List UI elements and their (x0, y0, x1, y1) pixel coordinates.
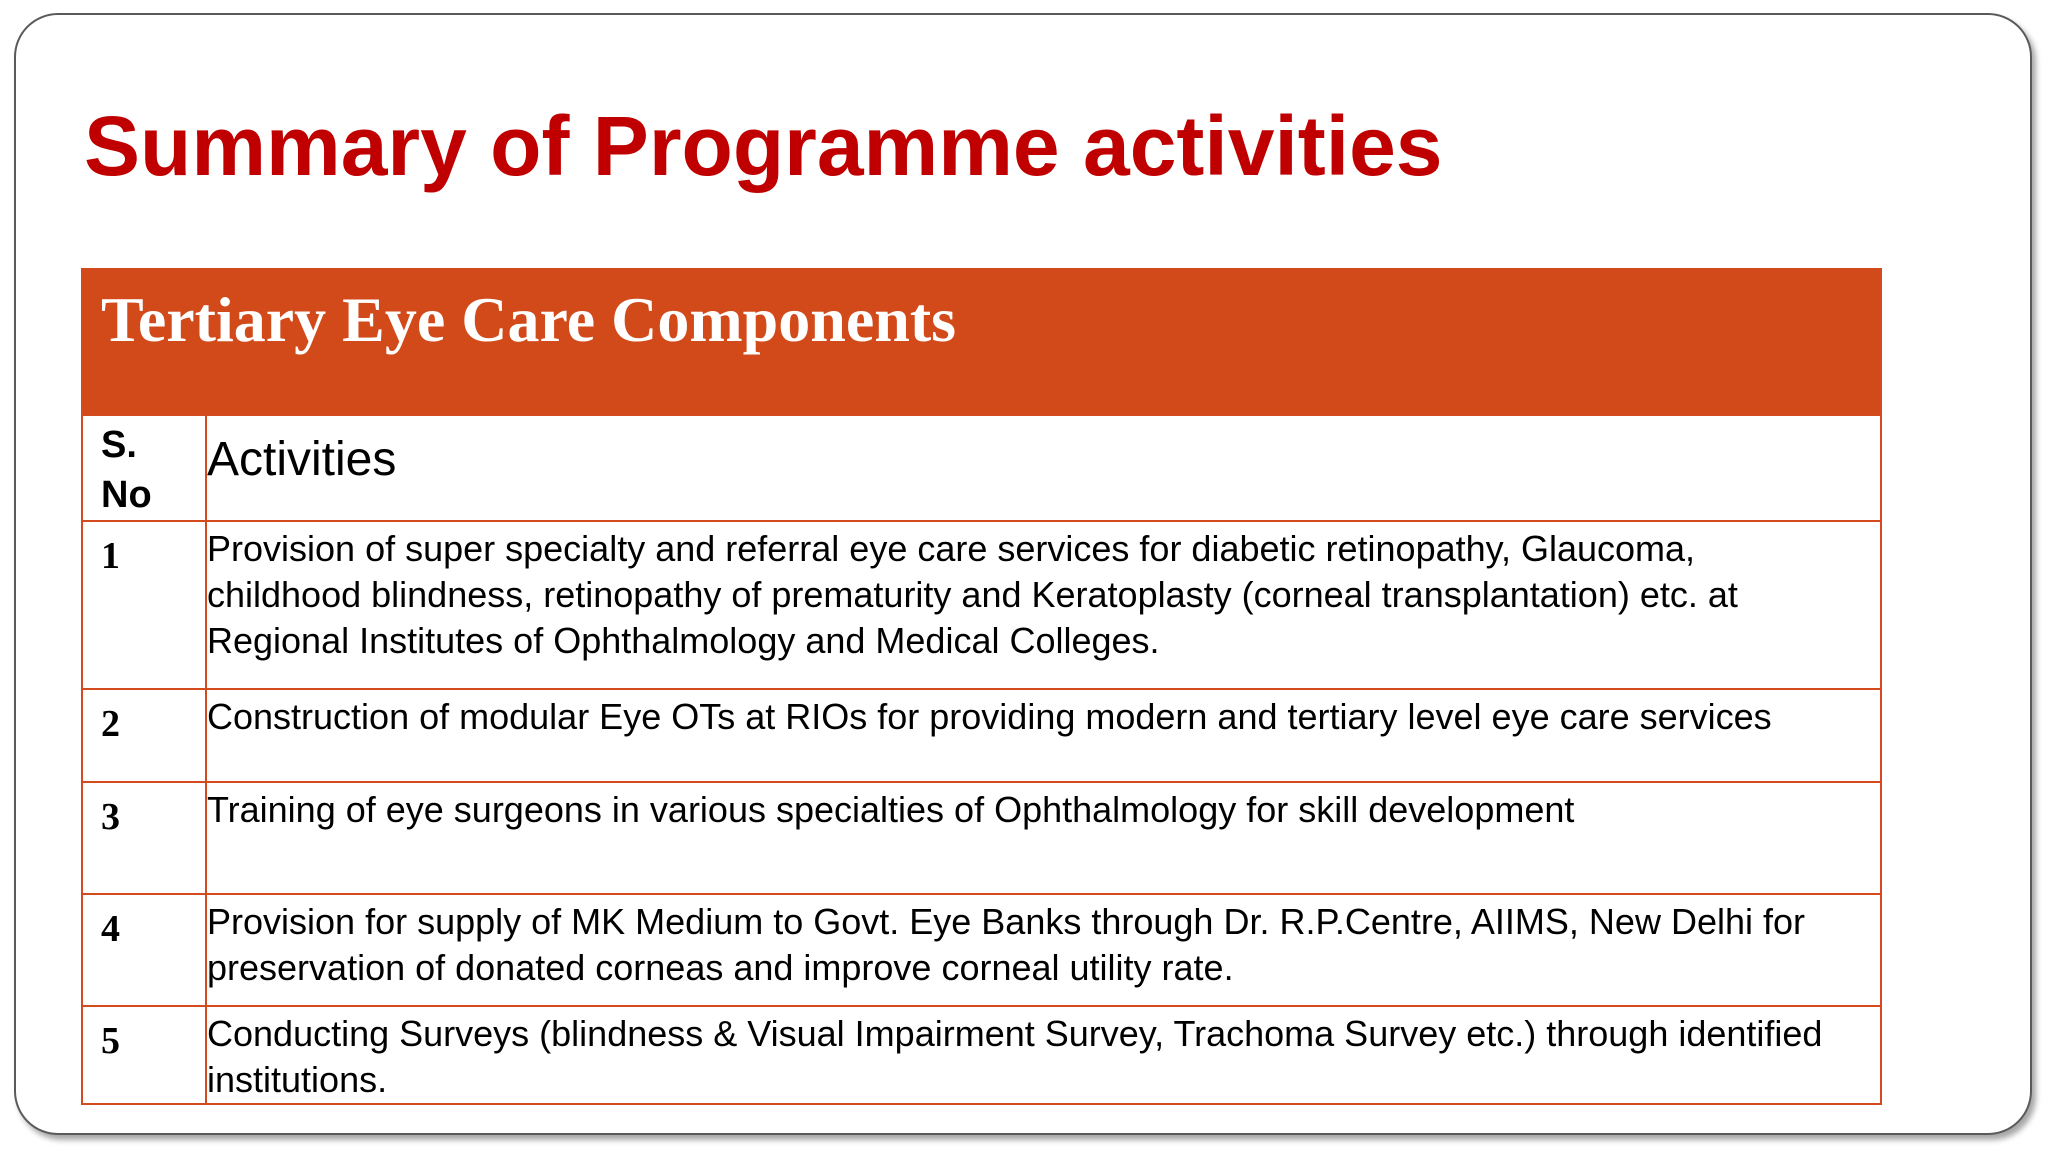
table-row (82, 521, 1881, 689)
row-sno: 5 (82, 1006, 206, 1104)
row-sno: 3 (82, 782, 206, 894)
table-banner-row (82, 269, 1881, 415)
table-row (82, 782, 1881, 894)
row-sno: 1 (82, 521, 206, 689)
components-table-container (81, 268, 1882, 1105)
sno-header-line1: S. (101, 424, 137, 466)
table-row (82, 1006, 1881, 1104)
table-row (82, 894, 1881, 1006)
row-sno: 2 (82, 689, 206, 782)
table-banner (82, 269, 1881, 415)
components-table (81, 268, 1882, 1105)
row-activity: Construction of modular Eye OTs at RIOs for providing modern and tertiary level eye care services (206, 689, 1881, 782)
row-sno: 4 (82, 894, 206, 1006)
slide-title: Summary of Programme activities (84, 99, 1443, 193)
sno-header-line2: No (101, 474, 152, 516)
row-activity: Conducting Surveys (blindness & Visual Impairment Survey, Trachoma Survey etc.) through identified institutions. (206, 1006, 1881, 1104)
table-row (82, 689, 1881, 782)
activities-column-header: Activities (206, 415, 1881, 521)
table-banner-title: Tertiary Eye Care Components (101, 284, 957, 355)
row-activity: Training of eye surgeons in various specialties of Ophthalmology for skill development (206, 782, 1881, 894)
table-header-row (82, 415, 1881, 521)
sno-column-header (82, 415, 206, 521)
row-activity: Provision of super specialty and referral eye care services for diabetic retinopathy, Glaucoma, childhood blindness, retinopathy of prematurity and Keratoplasty (corneal transplantation) etc. at Regional Institutes of Ophthalmology and Medical Colleges. (206, 521, 1881, 689)
row-activity: Provision for supply of MK Medium to Govt. Eye Banks through Dr. R.P.Centre, AIIMS, New Delhi for preservation of donated corneas and improve corneal utility rate. (206, 894, 1881, 1006)
